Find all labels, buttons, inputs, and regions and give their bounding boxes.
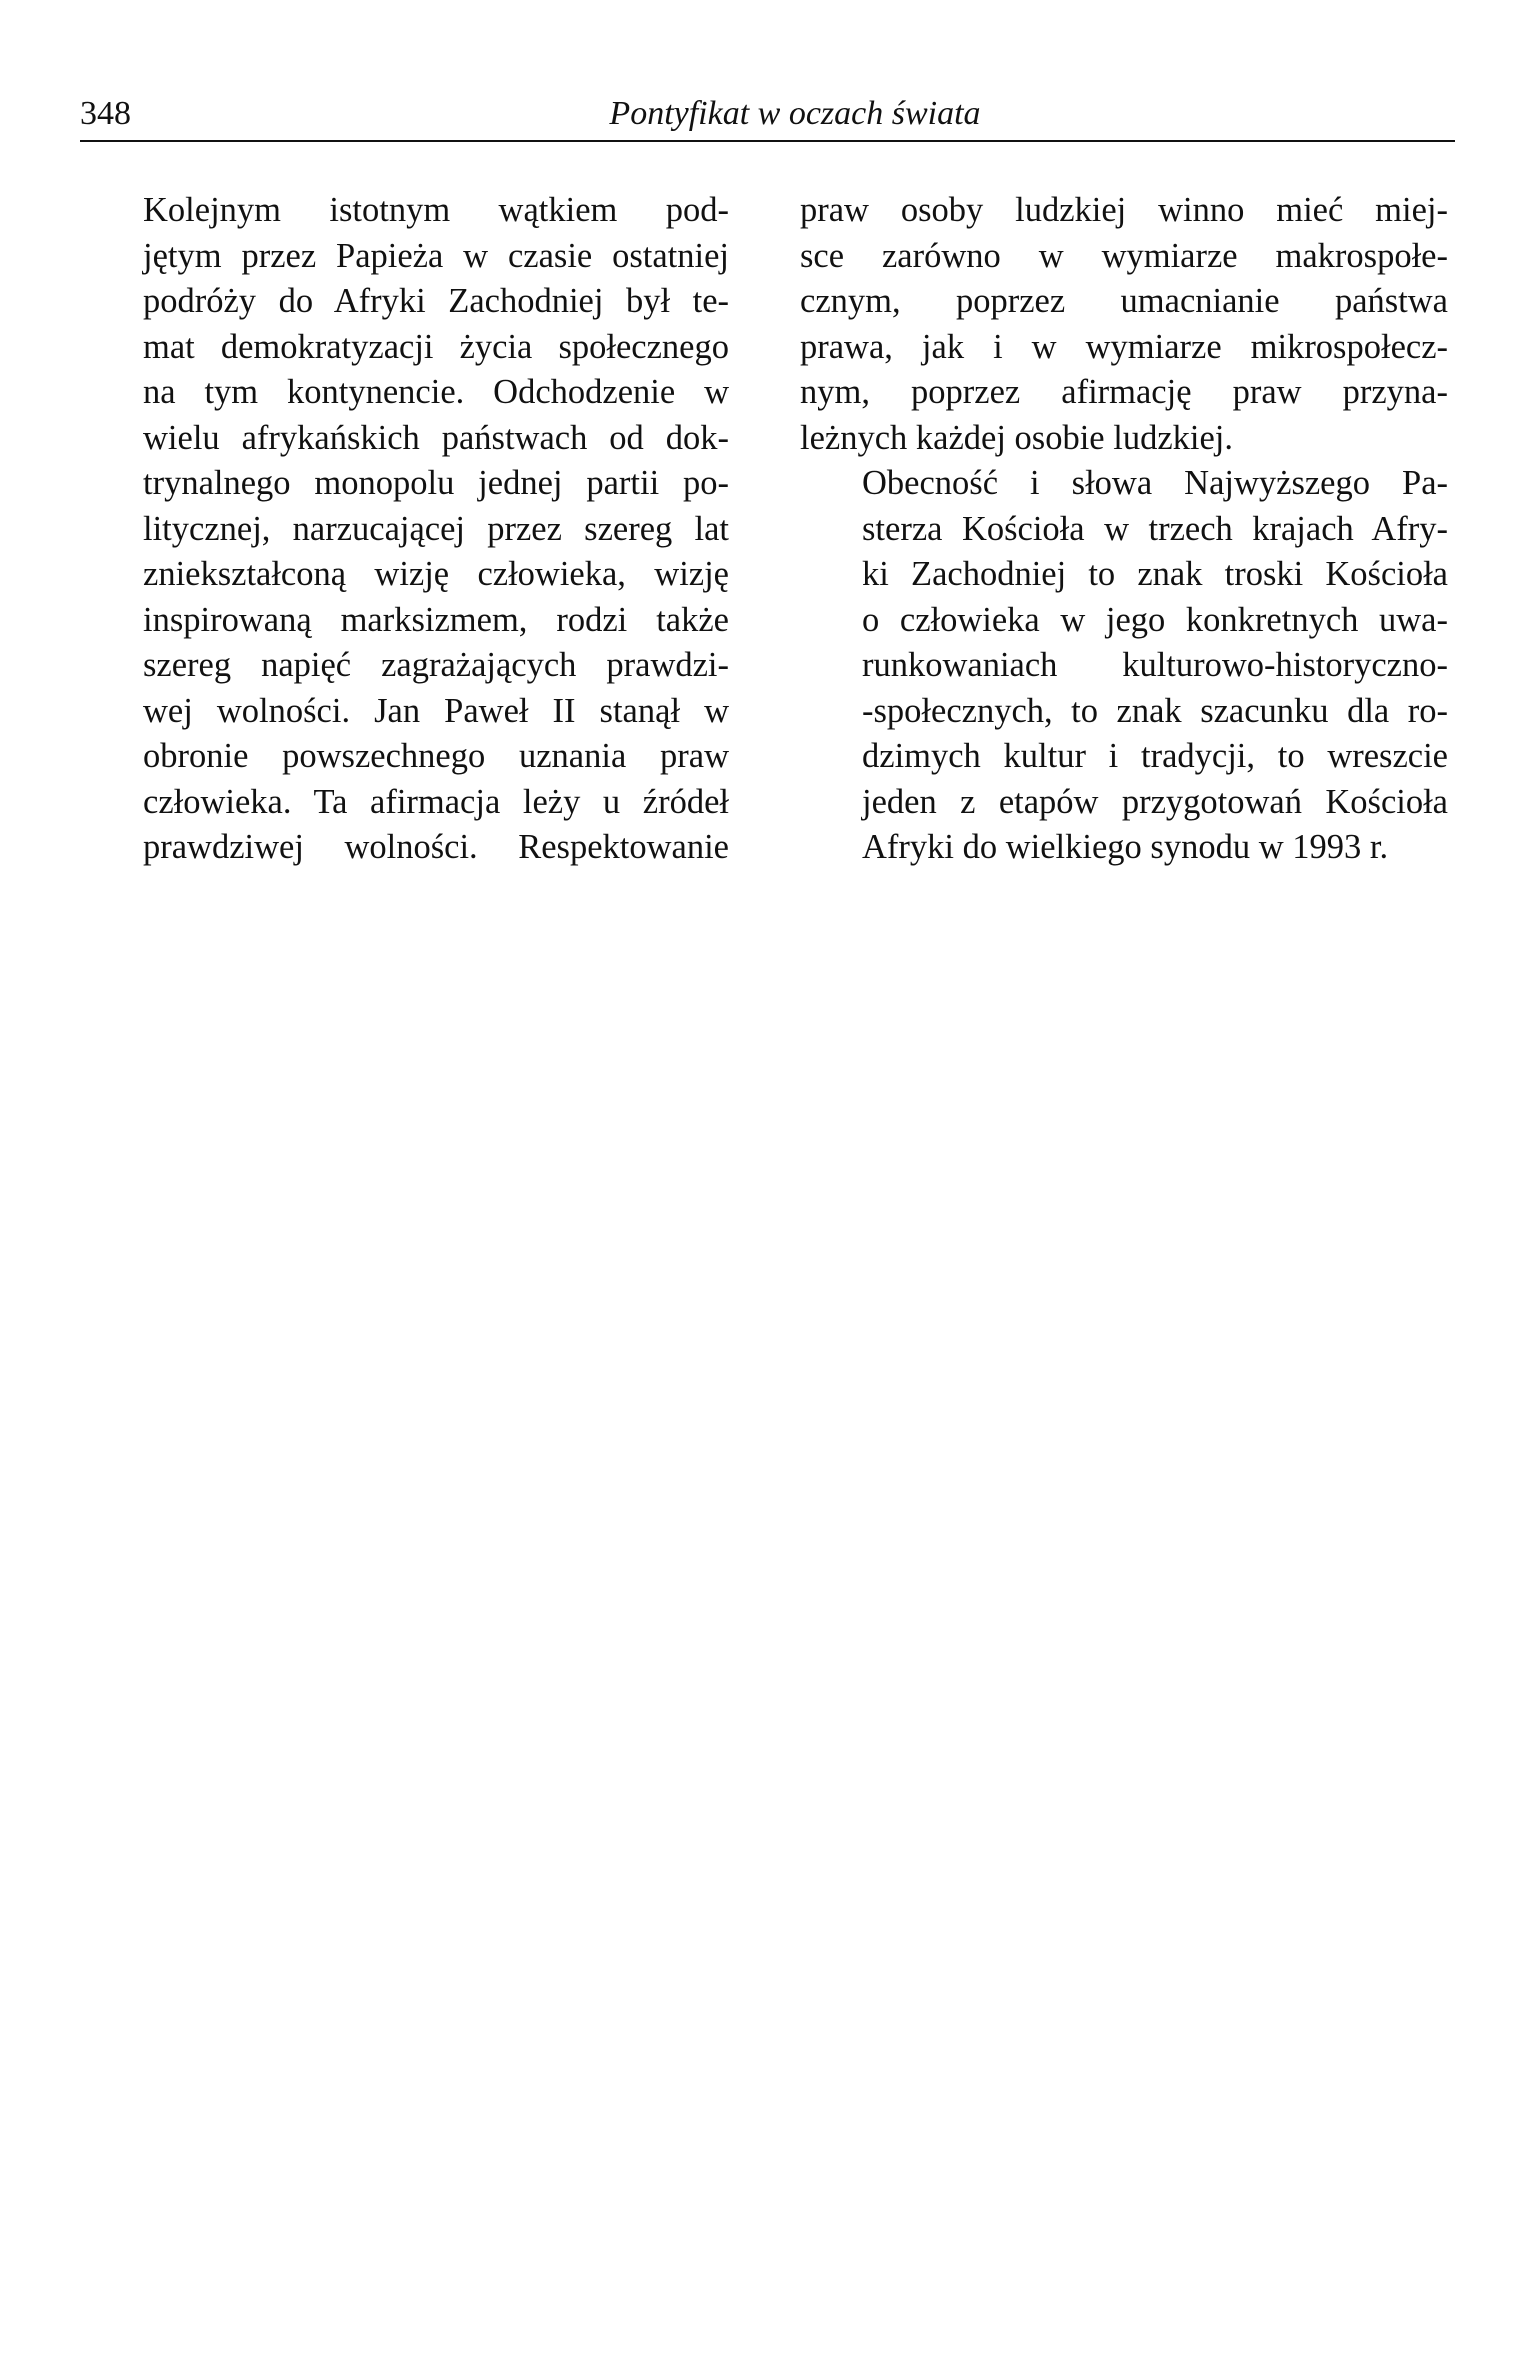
right-column <box>800 188 1448 871</box>
body-paragraph <box>800 188 1448 461</box>
text-line: ki Zachodniej to znak troski Kościoła <box>862 555 1448 593</box>
text-line: prawdziwej wolności. Respektowanie <box>143 828 729 866</box>
text-line: leżnych każdej osobie ludzkiej. <box>800 418 1234 457</box>
left-column <box>81 188 729 871</box>
text-line: inspirowaną marksizmem, rodzi także <box>143 600 729 639</box>
text-line: prawa, jak i w wymiarze mikrospołecz- <box>800 327 1448 366</box>
body-paragraph <box>800 461 1448 871</box>
text-line: na tym kontynencie. Odchodzenie w <box>143 373 729 411</box>
text-line: jeden z etapów przygotowań Kościoła <box>862 782 1448 821</box>
text-line: Afryki do wielkiego synodu w 1993 r. <box>862 828 1389 866</box>
page-header <box>80 92 1455 142</box>
text-line: człowieka. Ta afirmacja leży u źródeł <box>143 782 729 821</box>
text-line: Obecność i słowa Najwyższego Pa- <box>862 464 1448 502</box>
running-title: Pontyfikat w oczach świata <box>609 95 981 132</box>
text-line: -społecznych, to znak szacunku dla ro- <box>862 691 1448 730</box>
text-line: sterza Kościoła w trzech krajach Afry- <box>862 509 1448 548</box>
text-line: dzimych kultur i tradycji, to wreszcie <box>862 737 1448 775</box>
text-line: szereg napięć zagrażających prawdzi- <box>143 646 729 684</box>
text-line: wielu afrykańskich państwach od dok- <box>143 418 729 457</box>
text-line: podróży do Afryki Zachodniej był te- <box>143 282 729 320</box>
text-line: Kolejnym istotnym wątkiem pod- <box>143 191 729 229</box>
text-line: wej wolności. Jan Paweł II stanął w <box>143 691 729 730</box>
page-number: 348 <box>80 95 131 132</box>
header-rule <box>80 140 1455 142</box>
text-line: mat demokratyzacji życia społecznego <box>143 327 729 366</box>
text-line: cznym, poprzez umacnianie państwa <box>800 282 1448 320</box>
text-line: obronie powszechnego uznania praw <box>143 737 729 775</box>
text-line: jętym przez Papieża w czasie ostatniej <box>143 236 729 275</box>
text-line: zniekształconą wizję człowieka, wizję <box>143 555 729 593</box>
text-line: praw osoby ludzkiej winno mieć miej- <box>800 191 1448 229</box>
text-line: o człowieka w jego konkretnych uwa- <box>862 600 1448 639</box>
text-line: litycznej, narzucającej przez szereg lat <box>143 509 729 548</box>
text-line: runkowaniach kulturowo-historyczno- <box>862 646 1448 684</box>
text-line: nym, poprzez afirmację praw przyna- <box>800 373 1448 411</box>
body-paragraph <box>81 188 729 871</box>
text-line: trynalnego monopolu jednej partii po- <box>143 464 729 502</box>
text-line: sce zarówno w wymiarze makrospołe- <box>800 236 1448 275</box>
